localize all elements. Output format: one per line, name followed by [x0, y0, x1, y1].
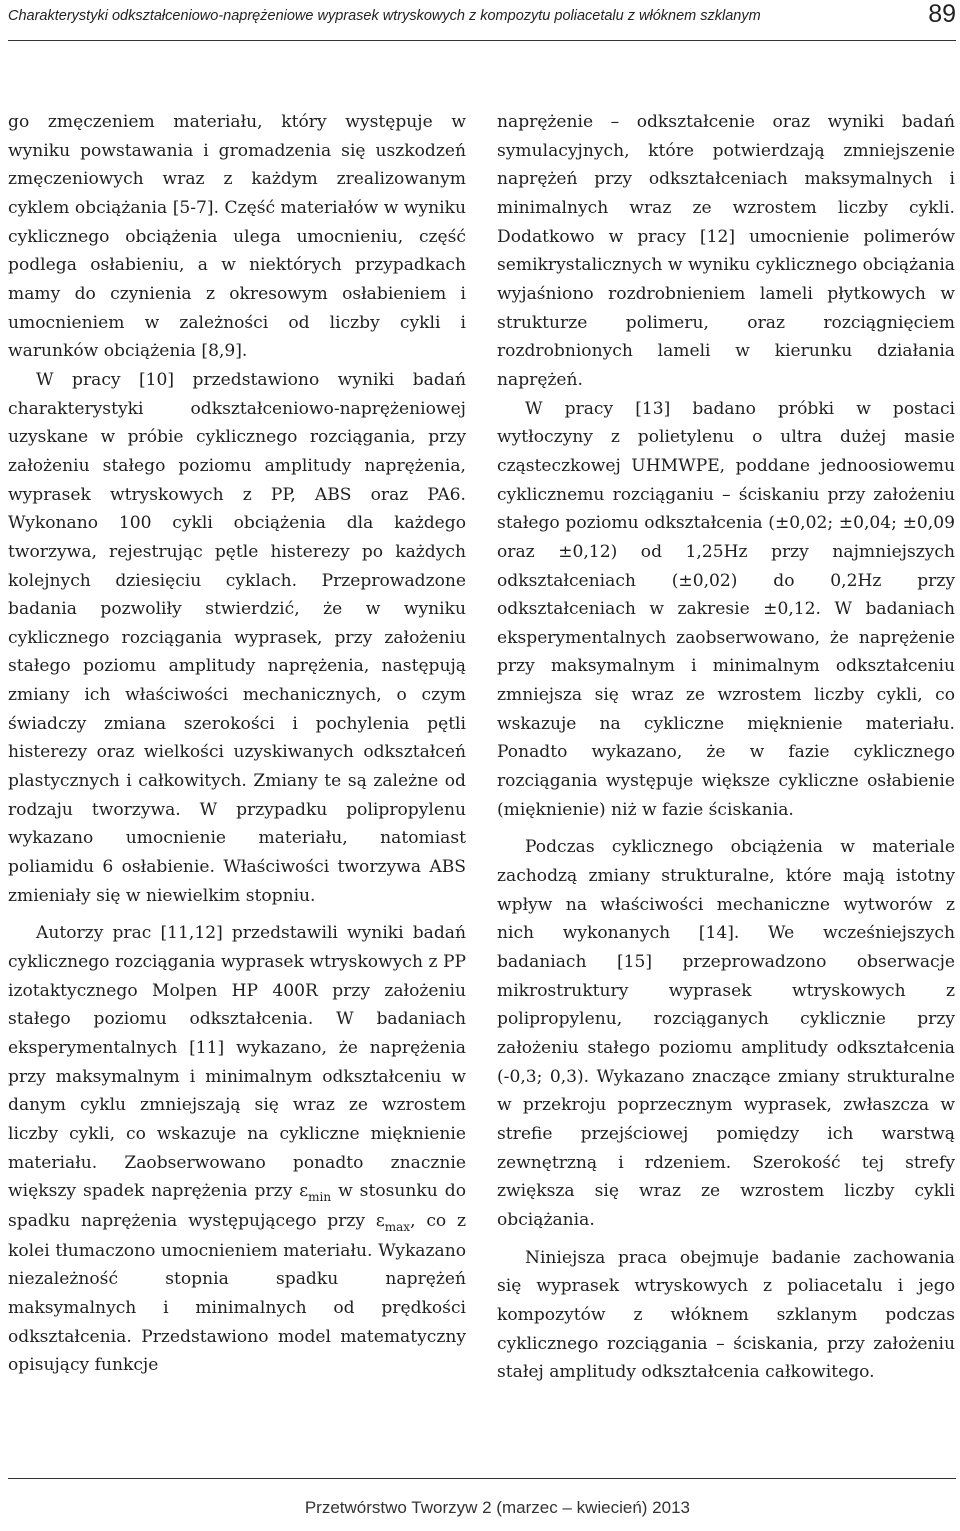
right-column [497, 108, 955, 1387]
left-paragraph-2: W pracy [10] przedstawiono wyniki badań charakterystyki odkształceniowo-naprężeniowej uzyskane w próbie cyklicznego rozciągania, przy założeniu stałego poziomu amplitudy naprężenia, wyprasek wtryskowych z PP, ABS oraz PA6. Wykonano 100 cykli obciążenia dla każdego tworzywa, rejestrując pętle histerezy po każdych kolejnych dziesięciu cyklach. Przeprowadzone badania pozwoliły stwierdzić, że w wyniku cyklicznego rozciągania wyprasek, przy założeniu stałego poziomu amplitudy naprężenia, następują zmiany ich właściwości mechanicznych, o czym świadczy zmiana szerokości i pochylenia pętli histerezy oraz wielkości uzyskiwanych odkształceń plastycznych i całkowitych. Zmiany te są zależne od rodzaju tworzywa. W przypadku polipropylenu wykazano umocnienie materiału, natomiast poliamidu 6 osłabienie. Właściwości tworzywa ABS zmieniały się w niewielkim stopniu. [8, 369, 466, 906]
text-run: w stosunku do spadku naprężenia występującego przy [8, 1181, 466, 1231]
journal-footer: Przetwórstwo Tworzyw 2 (marzec – kwiecień) 2013 [304, 1498, 690, 1517]
footer-divider [8, 1478, 956, 1479]
left-paragraph-3 [8, 919, 466, 1380]
right-paragraph-3: Podczas cyklicznego obciążenia w materiale zachodzą zmiany strukturalne, które mają istotny wpływ na właściwości mechaniczne wytworów z nich wykonanych [14]. We wcześniejszych badaniach [15] przeprowadzono obserwacje mikrostruktury wyprasek wtryskowych z polipropylenu, rozciąganych cyklicznie przy założeniu stałego poziomu amplitudy odkształcenia (-0,3; 0,3). Wykazano znaczące zmiany strukturalne w przekroju poprzecznym wyprasek, zwłaszcza w strefie przejściowej pomiędzy ich warstwą zewnętrzną i rdzeniem. Szerokość tej strefy zwiększa się wraz ze wzrostem liczby cykli obciążania. [497, 837, 955, 1230]
subscript-min: min [308, 1190, 332, 1205]
right-paragraph-2: W pracy [13] badano próbki w postaci wytłoczyny z polietylenu o ultra dużej masie cząsteczkowej UHMWPE, poddane jednoosiowemu cyklicznemu rozciąganiu – ściskaniu przy założeniu stałego poziomu odkształcenia (±0,02; ±0,04; ±0,09 oraz ±0,12) od 1,25Hz przy najmniejszych odkształceniach (±0,02) do 0,2Hz przy odkształceniach w zakresie ±0,12. W badaniach eksperymentalnych zaobserwowano, że naprężenie przy maksymalnym i minimalnym odkształceniu zmniejsza się wraz ze wzrostem liczby cykli, co wskazuje na cykliczne mięknienie materiału. Ponadto wykazano, że w fazie cyklicznego rozciągania występuje większe cykliczne osłabienie (mięknienie) niż w fazie ściskania. [497, 398, 955, 820]
epsilon-symbol: ε [375, 1210, 385, 1231]
text-run: Autorzy prac [11,12] przedstawili wyniki badań cyklicznego rozciągania wyprasek wtryskowych z PP izotaktycznego Molpen HP 400R przy założeniu stałego poziomu odkształcenia. W badaniach eksperymentalnych [11] wykazano, że naprężenia przy maksymalnym i minimalnym odkształceniu w danym cyklu zmniejszają się wraz ze wzrostem liczby cykli, co wskazuje na cykliczne mięknienie materiału. Zaobserwowano ponadto znacznie większy spadek naprężenia przy [8, 923, 466, 1202]
running-title: Charakterystyki odkształceniowo-naprężeniowe wyprasek wtryskowych z kompozytu poliacetalu z włóknem szklanym [8, 8, 761, 24]
page-header [8, 0, 956, 41]
subscript-max: max [384, 1219, 411, 1234]
text-run: , co z kolei tłumaczono umocnieniem materiału. Wykazano niezależność stopnia spadku naprężeń maksymalnych i minimalnych od prędkości odkształcenia. Przedstawiono model matematyczny opisujący funkcje [8, 1210, 466, 1376]
left-column [8, 108, 466, 1380]
left-paragraph-1: go zmęczeniem materiału, który występuje w wyniku powstawania i gromadzenia się uszkodzeń zmęczeniowych wraz z każdym zrealizowanym cyklem obciążania [5-7]. Część materiałów w wyniku cyklicznego obciążenia ulega umocnieniu, część podlega osłabieniu, a w niektórych przypadkach mamy do czynienia z okresowym osłabieniem i umocnieniem w zależności od liczby cykli i warunków obciążenia [8,9]. [8, 112, 466, 362]
right-paragraph-4: Niniejsza praca obejmuje badanie zachowania się wyprasek wtryskowych z poliacetalu i jego kompozytów z włóknem szklanym podczas cyklicznego rozciągania – ściskania, przy założeniu stałej amplitudy odkształcenia całkowitego. [497, 1247, 955, 1383]
right-paragraph-1: naprężenie – odkształcenie oraz wyniki badań symulacyjnych, które potwierdzają zmniejszenie naprężeń przy odkształceniach maksymalnych i minimalnych wraz ze wzrostem liczby cykli. Dodatkowo w pracy [12] umocnienie polimerów semikrystalicznych w wyniku cyklicznego obciążania wyjaśniono rozdrobnieniem lameli płytkowych w strukturze polimeru, oraz rozciągnięciem rozdrobnionych lameli w kierunku działania naprężeń. [497, 112, 955, 390]
page-number: 89 [928, 0, 956, 28]
epsilon-symbol: ε [299, 1181, 309, 1202]
